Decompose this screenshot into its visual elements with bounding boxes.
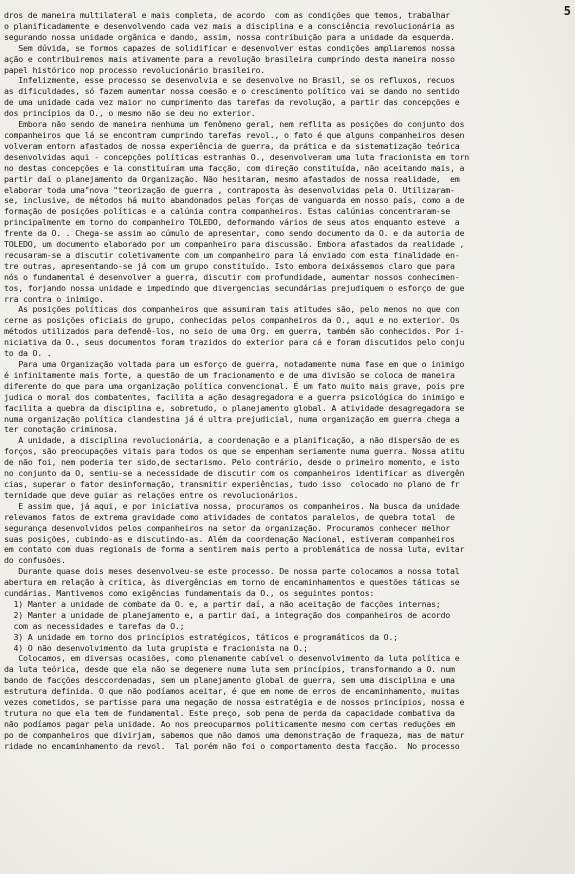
text-line: Para uma Organização voltada para um esforço de guerra, notadamente numa fase em que o inimigo	[4, 359, 465, 369]
text-line: do confusões.	[4, 555, 66, 566]
text-line: vezes cometidos, se partisse para uma negação de nossa estratégia e de nossos princípios, nossa e	[4, 697, 465, 708]
text-line: trutura no que ela tem de fundamental. Este preço, sob pena de perda da capacidade combativa da	[4, 708, 455, 718]
text-line: dros de maneira multilateral e mais completa, de acordo com as condições que temos, trabalhar	[4, 10, 451, 20]
text-line: Durante quase dois meses desenvolveu-se este processo. De nossa parte colocamos a nossa total	[4, 566, 460, 577]
text-line: judica o moral dos combatentes, facilita a ação desagregadora e a guerra psicológica do inimigo e	[4, 391, 465, 402]
text-line: principalmente em torno do companheiro TOLEDO, deformando vários de seus atos enquanto esteve a	[4, 217, 460, 228]
text-line: não podíamos pagar pela unidade. Ao nos preocuparmos politicamente mesmo com certas reduções em	[4, 718, 455, 729]
text-line: no conjunto da O, sentiu-se a necessidade de discutir com os companheiros identificar as divergên	[4, 468, 465, 479]
text-line: cundárias. Mantivemos como exigências fundamentais da O., os seguintes pontos:	[4, 588, 375, 599]
text-line: E assim que, já aqui, e por iniciativa nossa, procuramos os companheiros. Na busca da unidade	[4, 500, 460, 511]
text-line: métodos utilizados para defendê-los, no seio de uma Org. em guerra, também são conhecidos. Por i-	[4, 326, 465, 337]
text-line: 2) Manter a unidade de planejamento e, a partir daí, a integração dos companheiros de acordo	[4, 609, 451, 620]
text-line: se, inclusive, de métodos há muito abandonados pelas forças de vanguarda em nosso país, como a de	[4, 195, 465, 206]
text-line: 1) Manter a unidade de combate da O. e, a partir daí, a não aceitação de facções internas;	[4, 598, 441, 609]
text-line: ter conotação criminosa.	[4, 424, 118, 435]
text-line: frente da O. . Chega-se assim ao cúmulo de apresentar, como sendo documento da O. e da autoria de	[4, 228, 465, 239]
text-line: recusaram-se a discutir coletivamente com um companheiro para lá enviado com esta finalidade en-	[4, 249, 460, 260]
text-line: Colocamos, em diversas ocasiões, como plenamente cabível o desenvolvimento da luta política e	[4, 653, 460, 664]
text-line: TOLEDO, um documento elaborado por um companheiro para discussão. Embora afastados da realidade ,	[4, 239, 465, 250]
paragraph	[4, 359, 572, 435]
text-line: cias, superar o fator desinformação, transmitir experiências, tudo isso colocado no plano de fr	[4, 478, 460, 489]
text-line: desenvolvidas aqui - concepções políticas estranhas O., desenvolveram uma luta fracionista em torn	[4, 151, 470, 162]
text-line: abertura em relação à crítica, às divergências em torno de encaminhamentos e questões táticas se	[4, 577, 460, 588]
text-line: companheiros que lá se encontram cumprindo tarefas revol., o fato é que alguns companheiros desen	[4, 129, 465, 140]
text-line: niciativa da O., seus documentos foram trazidos do exterior para cá e foram discutidos pelo conju	[4, 337, 465, 348]
text-line: em contato com duas regionais de forma a sentirem mais perto a problemática de nossa luta, evitar	[4, 544, 465, 555]
text-line: rra contra o inimigo.	[4, 293, 104, 304]
text-line: segurando nossa unidade orgânica e dando, assim, nossa contribuição para a unidade da esquerda.	[4, 31, 455, 42]
paragraph	[4, 435, 572, 500]
text-line: o planificadamente e desenvolvendo cada vez mais a disciplina e a consciência revolucionária as	[4, 20, 455, 31]
text-line: as dificuldades, só fazem aumentar nossa coesão e o crescimento político vai se dando no sentido	[4, 86, 460, 97]
text-line: suas posições, cubindo-as e discutindo-as. Além da coordenação Nacional, estiveram companheiros	[4, 533, 455, 544]
text-line: partir daí o planejamento da Organização. Não hesitaram, mesmo afastados de nossa realidade, em	[4, 173, 460, 184]
text-line: 3) A unidade em torno dos princípios estratégicos, táticos e programáticos da O.;	[4, 631, 398, 642]
text-line: ternidade que deve guiar as relações entre os revolucionários.	[4, 489, 299, 500]
text-line: A unidade, a disciplina revolucionária, a coordenação e a planificação, a não dispersão de es	[4, 435, 460, 446]
text-line: papel histórico nop processo revolucionário brasileiro.	[4, 64, 265, 75]
paragraph	[4, 501, 572, 566]
text-line: Embora não sendo de maneira nenhuma um fenômeno geral, nem reflita as posições do conjunto dos	[4, 119, 465, 130]
text-line: formação de posições políticas e a calúnia contra companheiros. Estas calúnias concentraram-se	[4, 206, 451, 217]
paragraph	[4, 566, 572, 653]
text-line: de uma unidade cada vez maior no cumprimento das tarefas da revolução, a partir das concepções e	[4, 97, 460, 108]
text-line: ação e contribuiremos mais ativamente para a revolução brasileira cumprindo desta maneira nosso	[4, 53, 455, 64]
text-line: dos princípios da O., o mesmo não se deu no exterior.	[4, 108, 256, 119]
text-line: bando de facções desccordenadas, sem um planejamento global de guerra, sem uma disciplina e uma	[4, 675, 455, 686]
text-line: diferente do que para uma organização política convencional. É um fato muito mais grave, pois pre	[4, 380, 465, 391]
text-line: to da O. .	[4, 348, 52, 359]
text-line: tre outras, apresentando-se já com um grupo constituído. Isto embora deixássemos claro que para	[4, 260, 455, 271]
text-line: cerne as posições oficiais do grupo, conhecidas pelos companheiros da O., aqui e no exterior. Os	[4, 315, 460, 326]
text-line: As posições políticas dos companheiros que assumiram tais atitudes são, pelo menos no que con	[4, 304, 460, 315]
text-line: forços, são preocupações vitais para todos os que se empenham seriamente numa guerra. Nossa atitu	[4, 446, 465, 457]
text-line: no destas concepções e la constituíram uma facção, com direção constituída, não aceitando mais, a	[4, 162, 465, 173]
text-line: nós o fundamental é desenvolver a guerra, discutir com profundidade, aumentar nossos conhecimen-	[4, 271, 460, 282]
text-line: po de companheiros que divirjam, sabemos que não damos uma demonstração de fraqueza, mas de matur	[4, 729, 465, 740]
paragraph	[4, 75, 572, 119]
text-line: 4) O não desenvolvimento da luta grupista e fracionista na O.;	[4, 642, 308, 653]
paragraph	[4, 43, 572, 76]
paragraph	[4, 119, 572, 304]
paragraph	[4, 653, 572, 751]
text-line: elaborar toda uma"nova "teorização de guerra , contraposta às desenvolvidas pela O. Utilizaram-	[4, 184, 455, 195]
text-line: ridade no encaminhamento da revol. Tal porém não foi o comportamento desta facção. No processo	[4, 740, 460, 751]
text-line: numa organização política clandestina já é ultra prejudicial, numa organização em guerra chega a	[4, 413, 460, 424]
paragraph	[4, 10, 572, 43]
paragraph	[4, 304, 572, 359]
text-line: Sem dúvida, se formos capazes de solidificar e desenvolver estas condições ampliaremos nossa	[4, 42, 455, 53]
text-line: de não foi, nem poderia ter sido,de sectarismo. Pelo contrário, desde o primeiro momento, e isto	[4, 457, 460, 468]
text-line: facilita a quebra da disciplina e, sobretudo, o planejamento global. A atividade desagregadora se	[4, 402, 465, 413]
text-line: volveram entorn afastados de nossa experiência de guerra, da prática e da sistematização teórica	[4, 140, 460, 151]
text-line: da luta teórica, desde que ela não se degenere numa luta sem princípios, transformando a O. num	[4, 664, 455, 675]
page-number: 5	[563, 4, 571, 18]
text-line: segurança desenvolvidos pelos companheiros na setor da organização. Procuramos conhecer melhor	[4, 522, 451, 533]
document-body	[4, 10, 572, 752]
text-line: relevamos fatos de extrema gravidade como atividades de contatos paralelos, de quebra total de	[4, 511, 455, 522]
text-line: é infinitamente mais forte, a questão de um fracionamento e de uma divisão se coloca de maneira	[4, 369, 455, 380]
text-line: com as necessidades e tarefas da O.;	[4, 620, 185, 631]
text-line: Infelizmente, esse processo se desenvolvia e se desenvolve no Brasil, se os refluxos, recuos	[4, 75, 455, 86]
text-line: estrutura definida. O que não podíamos aceitar, é que em nome de erros de encaminhamento, muitas	[4, 686, 460, 697]
text-line: tos, forjando nossa unidade e impedindo que divergencias secundárias prejudiquem o esforço de gue	[4, 282, 465, 293]
